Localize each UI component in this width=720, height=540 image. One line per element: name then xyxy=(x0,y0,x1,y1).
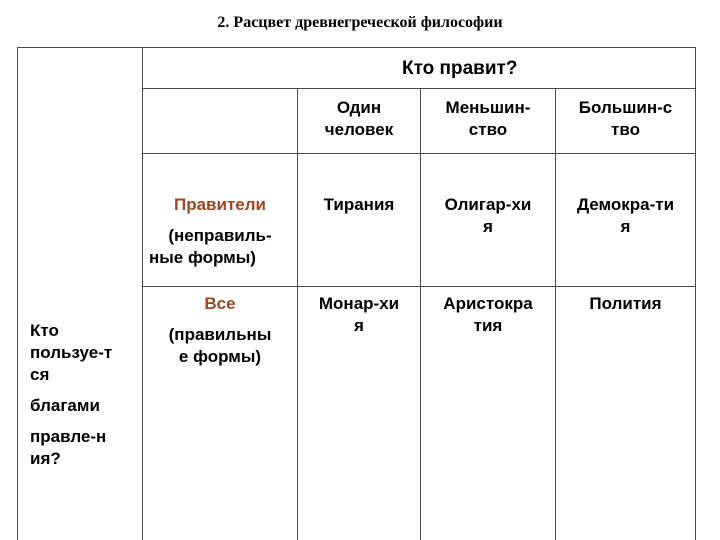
cell-democracy: Демокра-ти я xyxy=(576,195,675,236)
row-label-all-title: Все xyxy=(204,294,236,313)
row-label-rulers: Правители (неправиль- ные формы) xyxy=(143,194,297,269)
column-header-minority: Меньшин- ство xyxy=(445,98,531,139)
cell-polity: Полития xyxy=(589,294,662,313)
cell-tyranny: Тирания xyxy=(323,195,395,214)
table-border-right xyxy=(695,47,696,540)
cell-monarchy: Монар-хи я xyxy=(318,294,400,335)
who-rules-header: Кто правит? xyxy=(402,58,518,79)
who-benefits-line: Кто xyxy=(30,321,59,340)
table-border-top xyxy=(17,47,696,48)
page-title: 2. Расцвет древнегреческой философии xyxy=(217,14,503,31)
row-label-rulers-title: Правители xyxy=(174,195,266,214)
who-benefits-cell xyxy=(30,320,140,470)
who-benefits-line: ия? xyxy=(30,449,61,468)
column-header-majority: Большин-с тво xyxy=(578,98,673,139)
table-divider-3 xyxy=(142,286,696,287)
table-border-left xyxy=(17,47,18,540)
table-divider-2 xyxy=(142,153,696,154)
cell-aristocracy: Аристокра тия xyxy=(443,294,533,335)
who-benefits-line: благами xyxy=(30,396,100,415)
table-divider-1 xyxy=(142,88,696,89)
cell-oligarchy: Олигар-хи я xyxy=(444,195,532,236)
column-header-one-person: Один человек xyxy=(324,98,394,139)
row-label-all: Все (правильны е формы) xyxy=(143,293,297,368)
who-benefits-line: ся xyxy=(30,365,50,384)
who-benefits-line: пользуе-т xyxy=(30,343,113,362)
who-benefits-line: правле-н xyxy=(30,427,107,446)
